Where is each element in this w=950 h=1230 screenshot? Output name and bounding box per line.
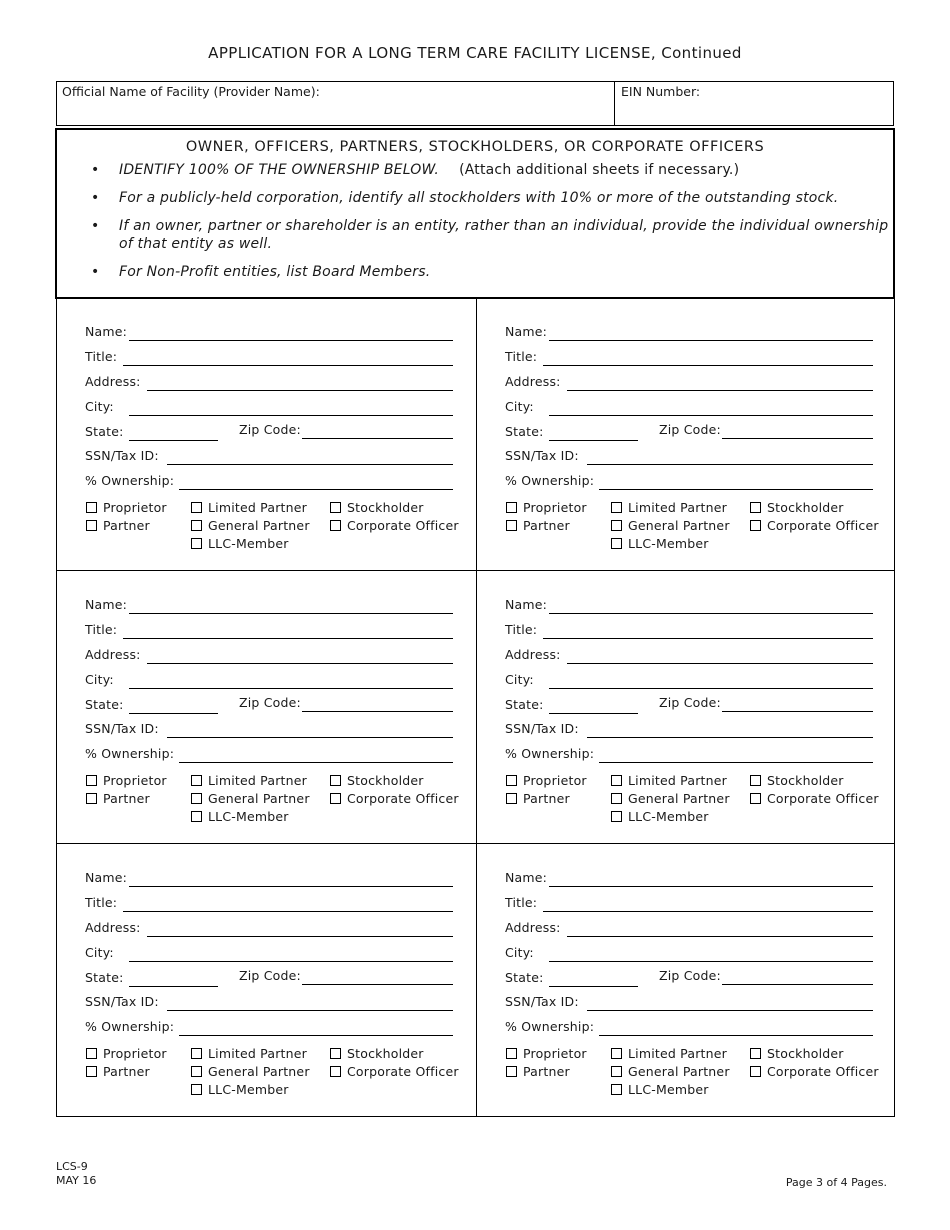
checkbox-label: Partner bbox=[103, 1064, 150, 1079]
state-label: State: bbox=[505, 970, 544, 985]
city-input[interactable] bbox=[129, 961, 453, 962]
zip-input[interactable] bbox=[722, 438, 873, 439]
address-input[interactable] bbox=[567, 936, 873, 937]
checkbox-square[interactable] bbox=[506, 793, 517, 804]
general-partner-checkbox[interactable] bbox=[191, 1064, 310, 1079]
limited-partner-checkbox[interactable] bbox=[191, 1046, 307, 1061]
page-number: Page 3 of 4 Pages. bbox=[785, 1176, 887, 1189]
checkbox-square[interactable] bbox=[611, 1048, 622, 1059]
checkbox-square[interactable] bbox=[611, 1084, 622, 1095]
title-label: Title: bbox=[85, 622, 118, 637]
ssn-label: SSN/Tax ID: bbox=[505, 448, 579, 463]
owner-entry bbox=[477, 844, 896, 1117]
checkbox-square[interactable] bbox=[330, 1066, 341, 1077]
city-label: City: bbox=[85, 945, 114, 960]
name-input[interactable] bbox=[549, 613, 873, 614]
name-label: Name: bbox=[505, 324, 548, 339]
header-divider bbox=[614, 82, 615, 125]
checkbox-label: Proprietor bbox=[523, 500, 587, 515]
checkbox-label: Stockholder bbox=[767, 773, 844, 788]
instructions-box bbox=[55, 128, 895, 299]
ssn-input[interactable] bbox=[167, 737, 453, 738]
state-input[interactable] bbox=[549, 440, 638, 441]
proprietor-checkbox[interactable] bbox=[86, 500, 167, 515]
ssn-label: SSN/Tax ID: bbox=[85, 994, 159, 1009]
instructions-heading: OWNER, OFFICERS, PARTNERS, STOCKHOLDERS, OR CORPORATE OFFICERS bbox=[185, 139, 765, 155]
name-label: Name: bbox=[85, 597, 128, 612]
zip-input[interactable] bbox=[722, 711, 873, 712]
address-label: Address: bbox=[85, 920, 141, 935]
state-label: State: bbox=[85, 970, 124, 985]
partner-checkbox[interactable] bbox=[86, 1064, 150, 1079]
ssn-label: SSN/Tax ID: bbox=[505, 721, 579, 736]
checkbox-label: Stockholder bbox=[347, 500, 424, 515]
address-input[interactable] bbox=[147, 663, 453, 664]
ownership-label: % Ownership: bbox=[85, 746, 175, 761]
proprietor-checkbox[interactable] bbox=[86, 773, 167, 788]
llc-member-checkbox[interactable] bbox=[191, 536, 289, 551]
llc-member-checkbox[interactable] bbox=[611, 1082, 709, 1097]
checkbox-square[interactable] bbox=[191, 520, 202, 531]
city-input[interactable] bbox=[549, 415, 873, 416]
checkbox-label: Corporate Officer bbox=[347, 1064, 459, 1079]
address-label: Address: bbox=[85, 374, 141, 389]
checkbox-label: Partner bbox=[523, 791, 570, 806]
checkbox-square[interactable] bbox=[330, 775, 341, 786]
checkbox-label: Limited Partner bbox=[628, 1046, 728, 1061]
checkbox-square[interactable] bbox=[191, 538, 202, 549]
state-input[interactable] bbox=[129, 986, 218, 987]
limited-partner-checkbox[interactable] bbox=[611, 500, 727, 515]
zip-label: Zip Code: bbox=[659, 968, 721, 983]
ownership-label: % Ownership: bbox=[505, 473, 595, 488]
checkbox-label: Limited Partner bbox=[208, 1046, 308, 1061]
checkbox-label: Proprietor bbox=[523, 773, 587, 788]
checkbox-square[interactable] bbox=[330, 520, 341, 531]
name-input[interactable] bbox=[129, 613, 453, 614]
checkbox-label: Corporate Officer bbox=[767, 518, 879, 533]
instruction-item: • If an owner, partner or shareholder is an entity, rather than an individual, provide the individual ownership of that entity as well. bbox=[119, 217, 893, 253]
checkbox-square[interactable] bbox=[191, 1084, 202, 1095]
partner-checkbox[interactable] bbox=[506, 1064, 570, 1079]
state-input[interactable] bbox=[549, 986, 638, 987]
title-label: Title: bbox=[505, 622, 538, 637]
stockholder-checkbox[interactable] bbox=[750, 1046, 844, 1061]
city-input[interactable] bbox=[129, 415, 453, 416]
state-input[interactable] bbox=[549, 713, 638, 714]
city-input[interactable] bbox=[549, 688, 873, 689]
title-input[interactable] bbox=[543, 638, 873, 639]
city-label: City: bbox=[85, 672, 114, 687]
ownership-input[interactable] bbox=[179, 489, 453, 490]
city-label: City: bbox=[85, 399, 114, 414]
corporate-officer-checkbox[interactable] bbox=[330, 518, 459, 533]
ssn-input[interactable] bbox=[587, 464, 873, 465]
ssn-label: SSN/Tax ID: bbox=[85, 448, 159, 463]
partner-checkbox[interactable] bbox=[506, 791, 570, 806]
checkbox-square[interactable] bbox=[86, 520, 97, 531]
checkbox-label: Limited Partner bbox=[208, 500, 308, 515]
ownership-label: % Ownership: bbox=[85, 1019, 175, 1034]
checkbox-label: General Partner bbox=[208, 518, 310, 533]
owner-entry bbox=[477, 298, 896, 571]
state-input[interactable] bbox=[129, 713, 218, 714]
checkbox-label: LLC-Member bbox=[208, 809, 289, 824]
corporate-officer-checkbox[interactable] bbox=[330, 791, 459, 806]
instruction-item bbox=[119, 161, 893, 179]
instruction-item: • For Non-Profit entities, list Board Members. bbox=[119, 263, 893, 281]
checkbox-label: Corporate Officer bbox=[347, 791, 459, 806]
name-label: Name: bbox=[505, 597, 548, 612]
zip-input[interactable] bbox=[302, 711, 453, 712]
zip-input[interactable] bbox=[302, 984, 453, 985]
proprietor-checkbox[interactable] bbox=[506, 1046, 587, 1061]
name-input[interactable] bbox=[129, 340, 453, 341]
zip-label: Zip Code: bbox=[239, 695, 301, 710]
checkbox-label: Corporate Officer bbox=[767, 1064, 879, 1079]
llc-member-checkbox[interactable] bbox=[191, 809, 289, 824]
checkbox-square[interactable] bbox=[611, 811, 622, 822]
checkbox-label: LLC-Member bbox=[628, 536, 709, 551]
checkbox-square[interactable] bbox=[750, 1066, 761, 1077]
zip-label: Zip Code: bbox=[659, 422, 721, 437]
checkbox-square[interactable] bbox=[506, 502, 517, 513]
checkbox-square[interactable] bbox=[86, 502, 97, 513]
general-partner-checkbox[interactable] bbox=[191, 518, 310, 533]
form-id: LCS-9 bbox=[56, 1160, 88, 1173]
checkbox-square[interactable] bbox=[191, 502, 202, 513]
instructions-list bbox=[57, 161, 893, 281]
owner-entry bbox=[57, 298, 476, 571]
checkbox-label: General Partner bbox=[208, 1064, 310, 1079]
llc-member-checkbox[interactable] bbox=[191, 1082, 289, 1097]
checkbox-square[interactable] bbox=[86, 1048, 97, 1059]
checkbox-square[interactable] bbox=[611, 520, 622, 531]
name-input[interactable] bbox=[549, 886, 873, 887]
address-input[interactable] bbox=[147, 936, 453, 937]
checkbox-square[interactable] bbox=[191, 775, 202, 786]
city-label: City: bbox=[505, 945, 534, 960]
facility-name-field[interactable]: Official Name of Facility (Provider Name): bbox=[62, 84, 320, 99]
checkbox-label: Partner bbox=[523, 518, 570, 533]
partner-checkbox[interactable] bbox=[86, 791, 150, 806]
title-label: Title: bbox=[85, 895, 118, 910]
checkbox-label: Stockholder bbox=[767, 1046, 844, 1061]
checkbox-label: General Partner bbox=[628, 1064, 730, 1079]
partner-checkbox[interactable] bbox=[86, 518, 150, 533]
instruction-item: • For a publicly-held corporation, identify all stockholders with 10% or more of the outstanding stock. bbox=[119, 189, 893, 207]
ssn-label: SSN/Tax ID: bbox=[85, 721, 159, 736]
stockholder-checkbox[interactable] bbox=[330, 500, 424, 515]
name-label: Name: bbox=[85, 870, 128, 885]
zip-label: Zip Code: bbox=[239, 422, 301, 437]
checkbox-square[interactable] bbox=[506, 1048, 517, 1059]
title-label: Title: bbox=[505, 349, 538, 364]
stockholder-checkbox[interactable] bbox=[330, 773, 424, 788]
address-label: Address: bbox=[505, 374, 561, 389]
checkbox-square[interactable] bbox=[750, 775, 761, 786]
ssn-label: SSN/Tax ID: bbox=[505, 994, 579, 1009]
checkbox-square[interactable] bbox=[191, 811, 202, 822]
proprietor-checkbox[interactable] bbox=[86, 1046, 167, 1061]
form-date: MAY 16 bbox=[56, 1174, 97, 1187]
city-input[interactable] bbox=[129, 688, 453, 689]
checkbox-label: Proprietor bbox=[523, 1046, 587, 1061]
checkbox-square[interactable] bbox=[611, 1066, 622, 1077]
checkbox-square[interactable] bbox=[191, 1048, 202, 1059]
owner-entry bbox=[477, 571, 896, 844]
checkbox-label: Stockholder bbox=[347, 773, 424, 788]
checkbox-square[interactable] bbox=[506, 775, 517, 786]
ownership-input[interactable] bbox=[179, 1035, 453, 1036]
ssn-input[interactable] bbox=[167, 464, 453, 465]
checkbox-label: Corporate Officer bbox=[767, 791, 879, 806]
limited-partner-checkbox[interactable] bbox=[611, 773, 727, 788]
checkbox-square[interactable] bbox=[86, 775, 97, 786]
llc-member-checkbox[interactable] bbox=[611, 809, 709, 824]
proprietor-checkbox[interactable] bbox=[506, 773, 587, 788]
name-input[interactable] bbox=[549, 340, 873, 341]
address-input[interactable] bbox=[567, 390, 873, 391]
checkbox-label: General Partner bbox=[628, 791, 730, 806]
title-input[interactable] bbox=[123, 911, 453, 912]
checkbox-square[interactable] bbox=[506, 1066, 517, 1077]
address-label: Address: bbox=[505, 920, 561, 935]
checkbox-square[interactable] bbox=[506, 520, 517, 531]
name-label: Name: bbox=[505, 870, 548, 885]
llc-member-checkbox[interactable] bbox=[611, 536, 709, 551]
limited-partner-checkbox[interactable] bbox=[191, 500, 307, 515]
address-input[interactable] bbox=[567, 663, 873, 664]
zip-input[interactable] bbox=[302, 438, 453, 439]
ownership-input[interactable] bbox=[599, 1035, 873, 1036]
stockholder-checkbox[interactable] bbox=[750, 500, 844, 515]
limited-partner-checkbox[interactable] bbox=[191, 773, 307, 788]
proprietor-checkbox[interactable] bbox=[506, 500, 587, 515]
ownership-grid bbox=[56, 298, 895, 1117]
checkbox-label: Partner bbox=[103, 791, 150, 806]
city-input[interactable] bbox=[549, 961, 873, 962]
ownership-input[interactable] bbox=[599, 762, 873, 763]
title-input[interactable] bbox=[123, 365, 453, 366]
ssn-input[interactable] bbox=[587, 1010, 873, 1011]
ein-field[interactable]: EIN Number: bbox=[621, 84, 701, 99]
checkbox-label: Limited Partner bbox=[628, 500, 728, 515]
corporate-officer-checkbox[interactable] bbox=[750, 518, 879, 533]
title-input[interactable] bbox=[543, 365, 873, 366]
checkbox-label: Partner bbox=[103, 518, 150, 533]
instruction-emphasis: IDENTIFY 100% OF THE OWNERSHIP BELOW. bbox=[119, 162, 440, 178]
checkbox-label: Proprietor bbox=[103, 1046, 167, 1061]
form-title: APPLICATION FOR A LONG TERM CARE FACILITY LICENSE, Continued bbox=[208, 44, 742, 62]
name-label: Name: bbox=[85, 324, 128, 339]
checkbox-square[interactable] bbox=[86, 1066, 97, 1077]
ownership-label: % Ownership: bbox=[505, 1019, 595, 1034]
zip-label: Zip Code: bbox=[239, 968, 301, 983]
facility-header-row bbox=[56, 81, 894, 126]
owner-entry bbox=[57, 844, 476, 1117]
general-partner-checkbox[interactable] bbox=[191, 791, 310, 806]
checkbox-label: Proprietor bbox=[103, 773, 167, 788]
checkbox-square[interactable] bbox=[611, 793, 622, 804]
zip-label: Zip Code: bbox=[659, 695, 721, 710]
checkbox-square[interactable] bbox=[330, 502, 341, 513]
state-label: State: bbox=[505, 424, 544, 439]
ssn-input[interactable] bbox=[167, 1010, 453, 1011]
city-label: City: bbox=[505, 672, 534, 687]
checkbox-label: Limited Partner bbox=[628, 773, 728, 788]
title-input[interactable] bbox=[123, 638, 453, 639]
form-id-block bbox=[56, 1160, 96, 1188]
address-label: Address: bbox=[505, 647, 561, 662]
checkbox-label: General Partner bbox=[208, 791, 310, 806]
checkbox-label: LLC-Member bbox=[208, 536, 289, 551]
stockholder-checkbox[interactable] bbox=[750, 773, 844, 788]
title-label: Title: bbox=[505, 895, 538, 910]
checkbox-square[interactable] bbox=[330, 793, 341, 804]
general-partner-checkbox[interactable] bbox=[611, 1064, 730, 1079]
checkbox-label: Corporate Officer bbox=[347, 518, 459, 533]
ownership-label: % Ownership: bbox=[505, 746, 595, 761]
name-input[interactable] bbox=[129, 886, 453, 887]
checkbox-label: LLC-Member bbox=[628, 1082, 709, 1097]
general-partner-checkbox[interactable] bbox=[611, 791, 730, 806]
partner-checkbox[interactable] bbox=[506, 518, 570, 533]
corporate-officer-checkbox[interactable] bbox=[750, 791, 879, 806]
checkbox-square[interactable] bbox=[191, 1066, 202, 1077]
stockholder-checkbox[interactable] bbox=[330, 1046, 424, 1061]
checkbox-square[interactable] bbox=[750, 1048, 761, 1059]
address-input[interactable] bbox=[147, 390, 453, 391]
checkbox-square[interactable] bbox=[86, 793, 97, 804]
checkbox-square[interactable] bbox=[611, 502, 622, 513]
checkbox-square[interactable] bbox=[611, 775, 622, 786]
city-label: City: bbox=[505, 399, 534, 414]
corporate-officer-checkbox[interactable] bbox=[750, 1064, 879, 1079]
instruction-note: (Attach additional sheets if necessary.) bbox=[459, 162, 740, 178]
owner-entry bbox=[57, 571, 476, 844]
corporate-officer-checkbox[interactable] bbox=[330, 1064, 459, 1079]
checkbox-square[interactable] bbox=[611, 538, 622, 549]
ssn-input[interactable] bbox=[587, 737, 873, 738]
checkbox-square[interactable] bbox=[750, 520, 761, 531]
limited-partner-checkbox[interactable] bbox=[611, 1046, 727, 1061]
checkbox-label: Proprietor bbox=[103, 500, 167, 515]
checkbox-label: LLC-Member bbox=[628, 809, 709, 824]
checkbox-square[interactable] bbox=[750, 793, 761, 804]
state-label: State: bbox=[85, 424, 124, 439]
checkbox-square[interactable] bbox=[750, 502, 761, 513]
state-input[interactable] bbox=[129, 440, 218, 441]
zip-input[interactable] bbox=[722, 984, 873, 985]
checkbox-square[interactable] bbox=[191, 793, 202, 804]
checkbox-label: Stockholder bbox=[767, 500, 844, 515]
checkbox-label: Limited Partner bbox=[208, 773, 308, 788]
general-partner-checkbox[interactable] bbox=[611, 518, 730, 533]
state-label: State: bbox=[505, 697, 544, 712]
checkbox-square[interactable] bbox=[330, 1048, 341, 1059]
address-label: Address: bbox=[85, 647, 141, 662]
state-label: State: bbox=[85, 697, 124, 712]
checkbox-label: Stockholder bbox=[347, 1046, 424, 1061]
title-input[interactable] bbox=[543, 911, 873, 912]
checkbox-label: General Partner bbox=[628, 518, 730, 533]
ownership-label: % Ownership: bbox=[85, 473, 175, 488]
ownership-input[interactable] bbox=[179, 762, 453, 763]
title-label: Title: bbox=[85, 349, 118, 364]
checkbox-label: Partner bbox=[523, 1064, 570, 1079]
checkbox-label: LLC-Member bbox=[208, 1082, 289, 1097]
ownership-input[interactable] bbox=[599, 489, 873, 490]
